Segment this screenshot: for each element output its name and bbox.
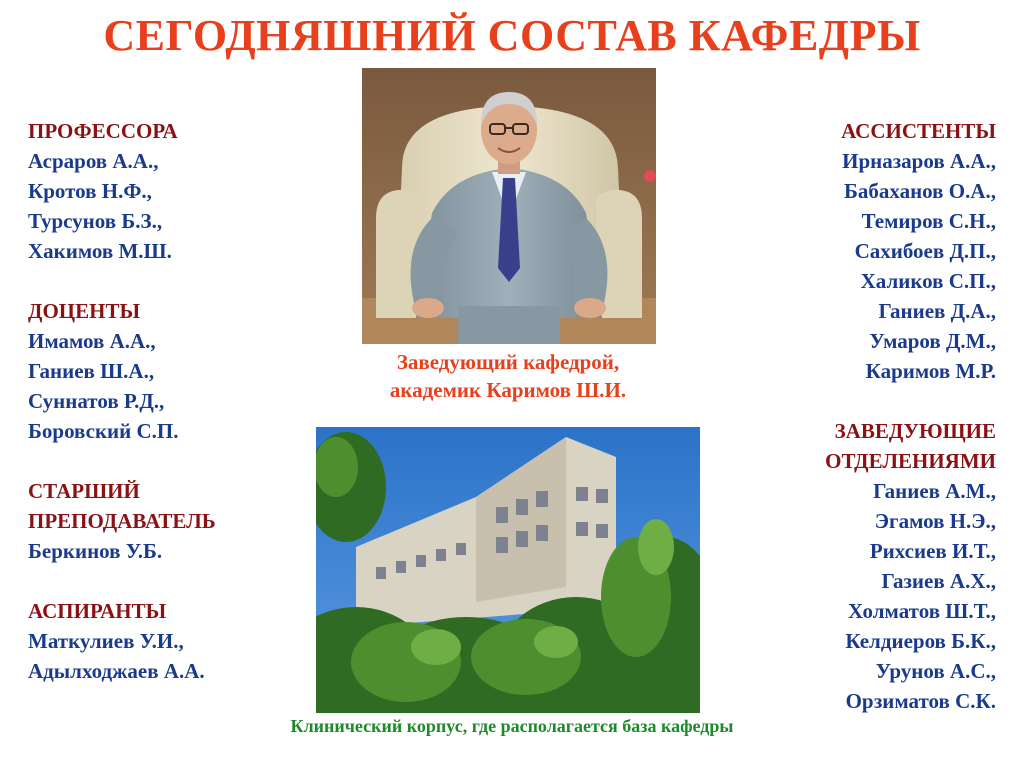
professor-name: Хакимов М.Ш. bbox=[28, 239, 172, 263]
assistant-name: Сахибоев Д.П., bbox=[854, 239, 996, 263]
right-staff-column bbox=[825, 116, 996, 716]
department-head-name: Газиев А.Х., bbox=[881, 569, 996, 593]
assistant-name: Бабаханов О.А., bbox=[843, 179, 996, 203]
postgraduates-heading: АСПИРАНТЫ bbox=[28, 599, 167, 623]
department-heads-heading-line2: ОТДЕЛЕНИЯМИ bbox=[825, 449, 996, 473]
docent-name: Имамов А.А., bbox=[28, 329, 156, 353]
department-head-name: Холматов Ш.Т., bbox=[848, 599, 996, 623]
department-head-name: Орзиматов С.К. bbox=[845, 689, 996, 713]
assistant-name: Ирназаров А.А., bbox=[842, 149, 996, 173]
senior-lecturer-heading-line2: ПРЕПОДАВАТЕЛЬ bbox=[28, 509, 216, 533]
assistant-name: Умаров Д.М., bbox=[869, 329, 996, 353]
docent-name: Ганиев Ш.А., bbox=[28, 359, 155, 383]
professor-name: Кротов Н.Ф., bbox=[28, 179, 152, 203]
assistant-name: Ганиев Д.А., bbox=[878, 299, 996, 323]
docent-name: Суннатов Р.Д., bbox=[28, 389, 165, 413]
head-caption-line2: академик Каримов Ш.И. bbox=[389, 378, 627, 402]
senior-lecturer-name: Беркинов У.Б. bbox=[28, 539, 163, 563]
assistant-name: Каримов М.Р. bbox=[865, 359, 996, 383]
department-head-name: Келдиеров Б.К., bbox=[845, 629, 996, 653]
professor-name: Турсунов Б.З., bbox=[28, 209, 163, 233]
postgraduate-name: Маткулиев У.И., bbox=[28, 629, 184, 653]
head-of-department-caption bbox=[316, 348, 700, 404]
postgraduate-name: Адылходжаев А.А. bbox=[28, 659, 205, 683]
clinical-building-caption: Клинический корпус, где располагается база кафедры bbox=[290, 716, 734, 736]
professors-heading: ПРОФЕССОРА bbox=[28, 119, 178, 143]
docent-name: Боровский С.П. bbox=[28, 419, 179, 443]
head-caption-line1: Заведующий кафедрой, bbox=[396, 350, 620, 374]
department-head-name: Урунов А.С., bbox=[875, 659, 996, 683]
clinical-building-photo bbox=[316, 427, 700, 713]
assistant-name: Темиров С.Н., bbox=[861, 209, 996, 233]
assistants-heading: АССИСТЕНТЫ bbox=[841, 119, 996, 143]
docents-heading: ДОЦЕНТЫ bbox=[28, 299, 141, 323]
page-title: СЕГОДНЯШНИЙ СОСТАВ КАФЕДРЫ bbox=[103, 11, 921, 60]
senior-lecturer-heading-line1: СТАРШИЙ bbox=[28, 479, 140, 503]
department-head-name: Рихсиев И.Т., bbox=[869, 539, 996, 563]
professor-name: Асраров А.А., bbox=[28, 149, 159, 173]
department-head-name: Ганиев А.М., bbox=[873, 479, 996, 503]
department-head-name: Эгамов Н.Э., bbox=[874, 509, 996, 533]
left-staff-column bbox=[28, 116, 216, 686]
assistant-name: Халиков С.П., bbox=[860, 269, 996, 293]
department-heads-heading-line1: ЗАВЕДУЮЩИЕ bbox=[834, 419, 996, 443]
head-of-department-photo bbox=[362, 68, 656, 344]
